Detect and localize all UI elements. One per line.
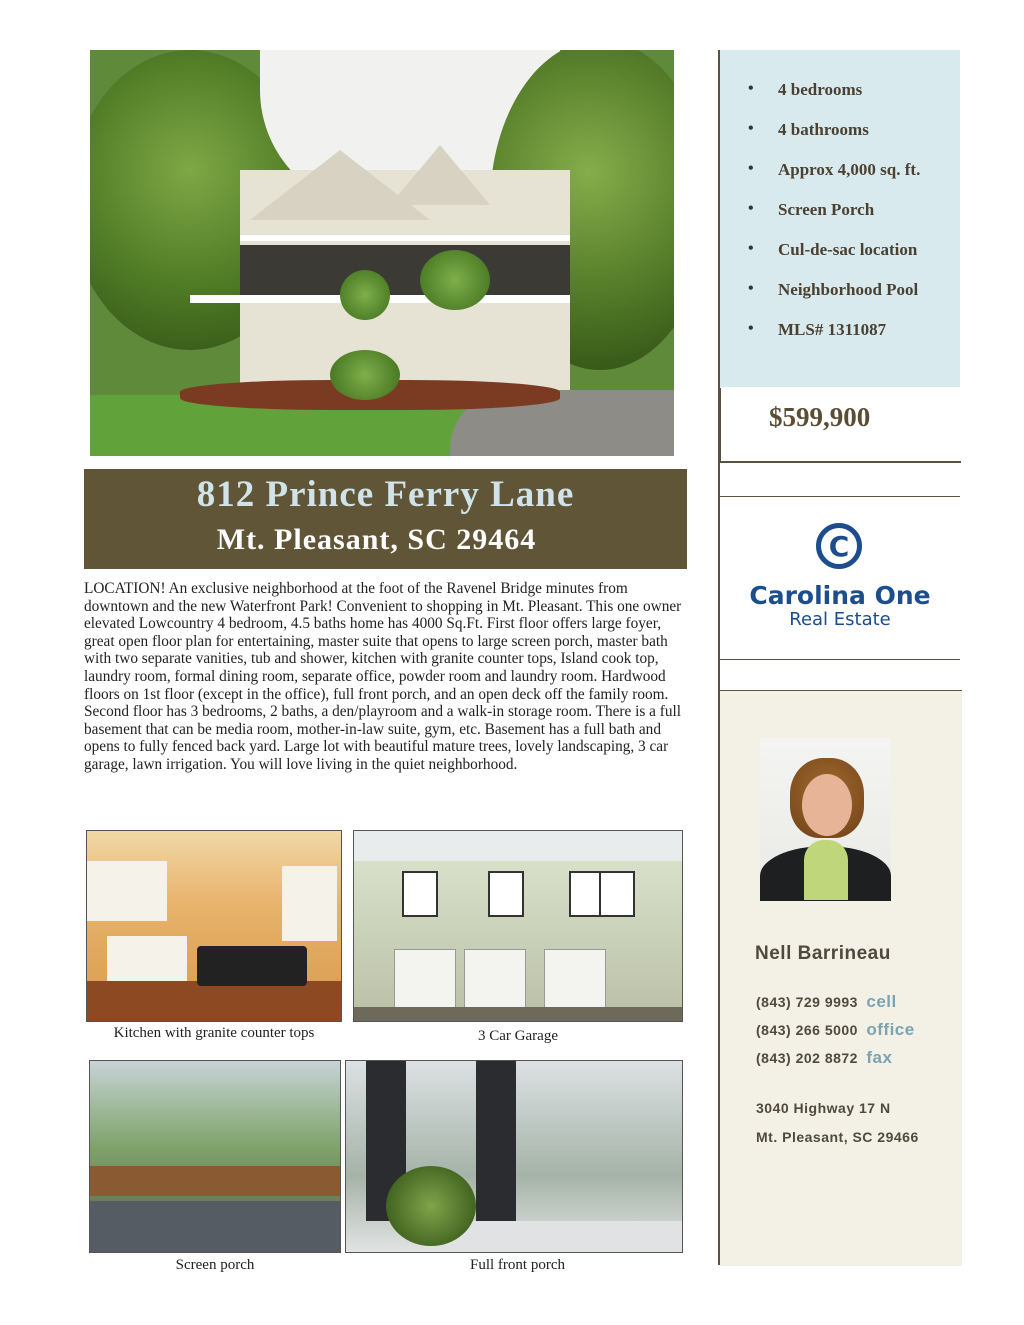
front-porch-caption: Full front porch: [470, 1257, 565, 1273]
front-porch-photo: [345, 1060, 683, 1253]
garage-photo: [353, 830, 683, 1022]
features-list: [720, 50, 960, 339]
phone-kind: fax: [866, 1048, 893, 1067]
property-description: LOCATION! An exclusive neighborhood at the foot of the Ravenel Bridge minutes from downtown and the new Waterfront Park! Convenient to shopping in Mt. Pleasant. This one owner elevated Lowcountry 4 bedroom, 4.5 baths home has 4000 Sq.Ft. First floor offers large foyer, great open floor plan for entertaining, master suite that opens to large screen porch, master bath with two separate vanities, tub and shower, kitchen with granite counter tops, Island cook top, laundry room, formal dining room, separate office, powder room and laundry room. Hardwood floors on 1st floor (except in the office), full front porch, and an open deck off the family room. Second floor has 3 bedrooms, 2 baths, a den/playroom and a walk-in storage room. There is a full basement that can be media room, mother-in-law suite, gym, etc. Basement has a full bath and opens to fully fenced back yard. Large lot with beautiful mature trees, lovely landscaping, 3 car garage, lawn irrigation. You will love living in the quiet neighborhood.: [84, 580, 682, 773]
feature-item: • Approx 4,000 sq. ft.: [748, 160, 960, 179]
price-panel: [720, 388, 961, 463]
company-name: Carolina One: [749, 581, 931, 610]
city-state-zip: Mt. Pleasant, SC 29464: [216, 523, 537, 556]
feature-item: • MLS# 1311087: [748, 320, 960, 339]
phone-number: (843) 266 5000: [756, 1022, 858, 1038]
phone-number: (843) 729 9993: [756, 994, 858, 1010]
feature-item: • 4 bathrooms: [748, 120, 960, 139]
feature-item: • Neighborhood Pool: [748, 280, 960, 299]
feature-item: • 4 bedrooms: [748, 80, 960, 99]
feature-item: • Screen Porch: [748, 200, 960, 219]
office-address-line1: 3040 Highway 17 N: [756, 1100, 891, 1116]
phone-cell: [756, 992, 897, 1012]
listing-price: $599,900: [769, 402, 871, 432]
company-subtitle: Real Estate: [789, 609, 891, 630]
company-logo: [720, 496, 960, 660]
address-banner: [84, 469, 687, 569]
screen-porch-caption: Screen porch: [175, 1257, 255, 1273]
phone-kind: cell: [866, 992, 897, 1011]
screen-porch-photo: [89, 1060, 341, 1253]
features-panel: [720, 50, 960, 387]
office-address-line2: Mt. Pleasant, SC 29466: [756, 1129, 919, 1145]
phone-office: [756, 1020, 915, 1040]
phone-fax: [756, 1048, 892, 1068]
agent-photo: [760, 738, 891, 901]
street-address: 812 Prince Ferry Lane: [196, 474, 575, 515]
garage-caption: 3 Car Garage: [478, 1028, 558, 1044]
feature-item: • Cul-de-sac location: [748, 240, 960, 259]
kitchen-caption: Kitchen with granite counter tops: [113, 1025, 315, 1041]
house-exterior-photo: [90, 50, 674, 456]
copyright-logo-icon: C: [816, 523, 862, 569]
phone-kind: office: [866, 1020, 915, 1039]
agent-name: Nell Barrineau: [755, 943, 891, 964]
phone-number: (843) 202 8872: [756, 1050, 858, 1066]
kitchen-photo: [86, 830, 342, 1022]
